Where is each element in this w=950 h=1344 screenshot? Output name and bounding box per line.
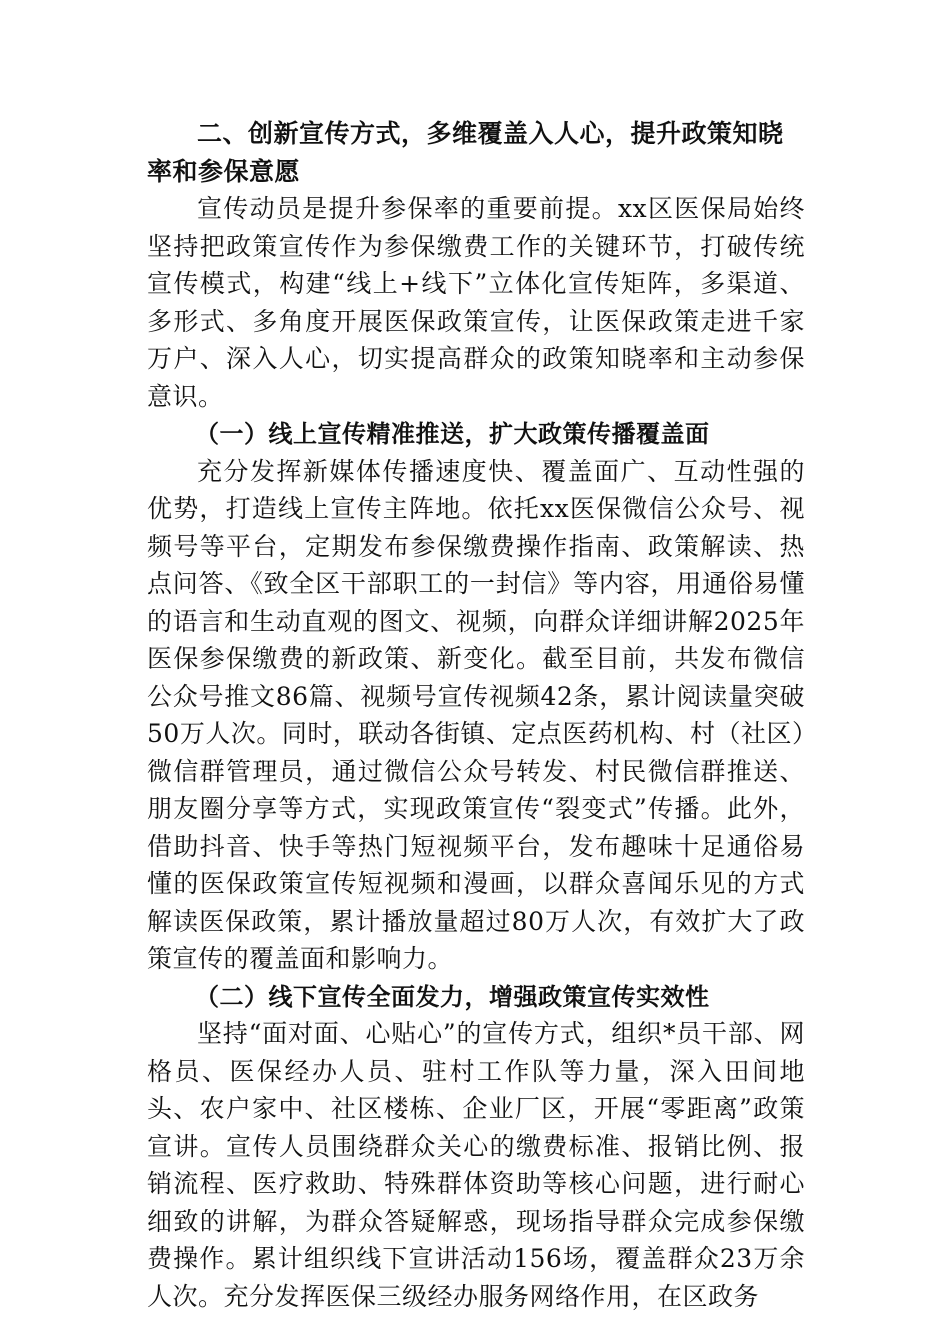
intro-paragraph: 宣传动员是提升参保率的重要前提。xx区医保局始终坚持把政策宣传作为参保缴费工作的关键环节，打破传统宣传模式，构建“线上+线下”立体化宣传矩阵，多渠道、多形式、多角度开展医保政策宣传，让医保政策走进千家万户、深入人心，切实提高群众的政策知晓率和主动参保意识。 — [147, 194, 805, 411]
document-body — [147, 115, 805, 1315]
offline-paragraph: 坚持“面对面、心贴心”的宣传方式，组织*员干部、网格员、医保经办人员、驻村工作队等力量，深入田间地头、农户家中、社区楼栋、企业厂区，开展“零距离”政策宣讲。宣传人员围绕群众关心的缴费标准、报销比例、报销流程、医疗救助、特殊群体资助等核心问题，进行耐心细致的讲解，为群众答疑解惑，现场指导群众完成参保缴费操作。累计组织线下宣讲活动156场，覆盖群众23万余人次。充分发挥医保三级经办服务网络作用，在区政务 — [147, 1019, 805, 1311]
subsection-title-online: （一）线上宣传精准推送，扩大政策传播覆盖面 — [195, 419, 710, 448]
online-paragraph: 充分发挥新媒体传播速度快、覆盖面广、互动性强的优势，打造线上宣传主阵地。依托xx医保微信公众号、视频号等平台，定期发布参保缴费操作指南、政策解读、热点问答、《致全区干部职工的一封信》等内容，用通俗易懂的语言和生动直观的图文、视频，向群众详细讲解2025年医保参保缴费的新政策、新变化。截至目前，共发布微信公众号推文86篇、视频号宣传视频42条，累计阅读量突破50万人次。同时，联动各街镇、定点医药机构、村（社区）微信群管理员，通过微信公众号转发、村民微信群推送、朋友圈分享等方式，实现政策宣传“裂变式”传播。此外，借助抖音、快手等热门短视频平台，发布趣味十足通俗易懂的医保政策宣传短视频和漫画，以群众喜闻乐见的方式解读医保政策，累计播放量超过80万人次，有效扩大了政策宣传的覆盖面和影响力。 — [147, 456, 805, 973]
section-heading: 二、创新宣传方式，多维覆盖入人心，提升政策知晓率和参保意愿 — [147, 119, 784, 186]
subsection-title-offline: （二）线下宣传全面发力，增强政策宣传实效性 — [195, 981, 710, 1011]
